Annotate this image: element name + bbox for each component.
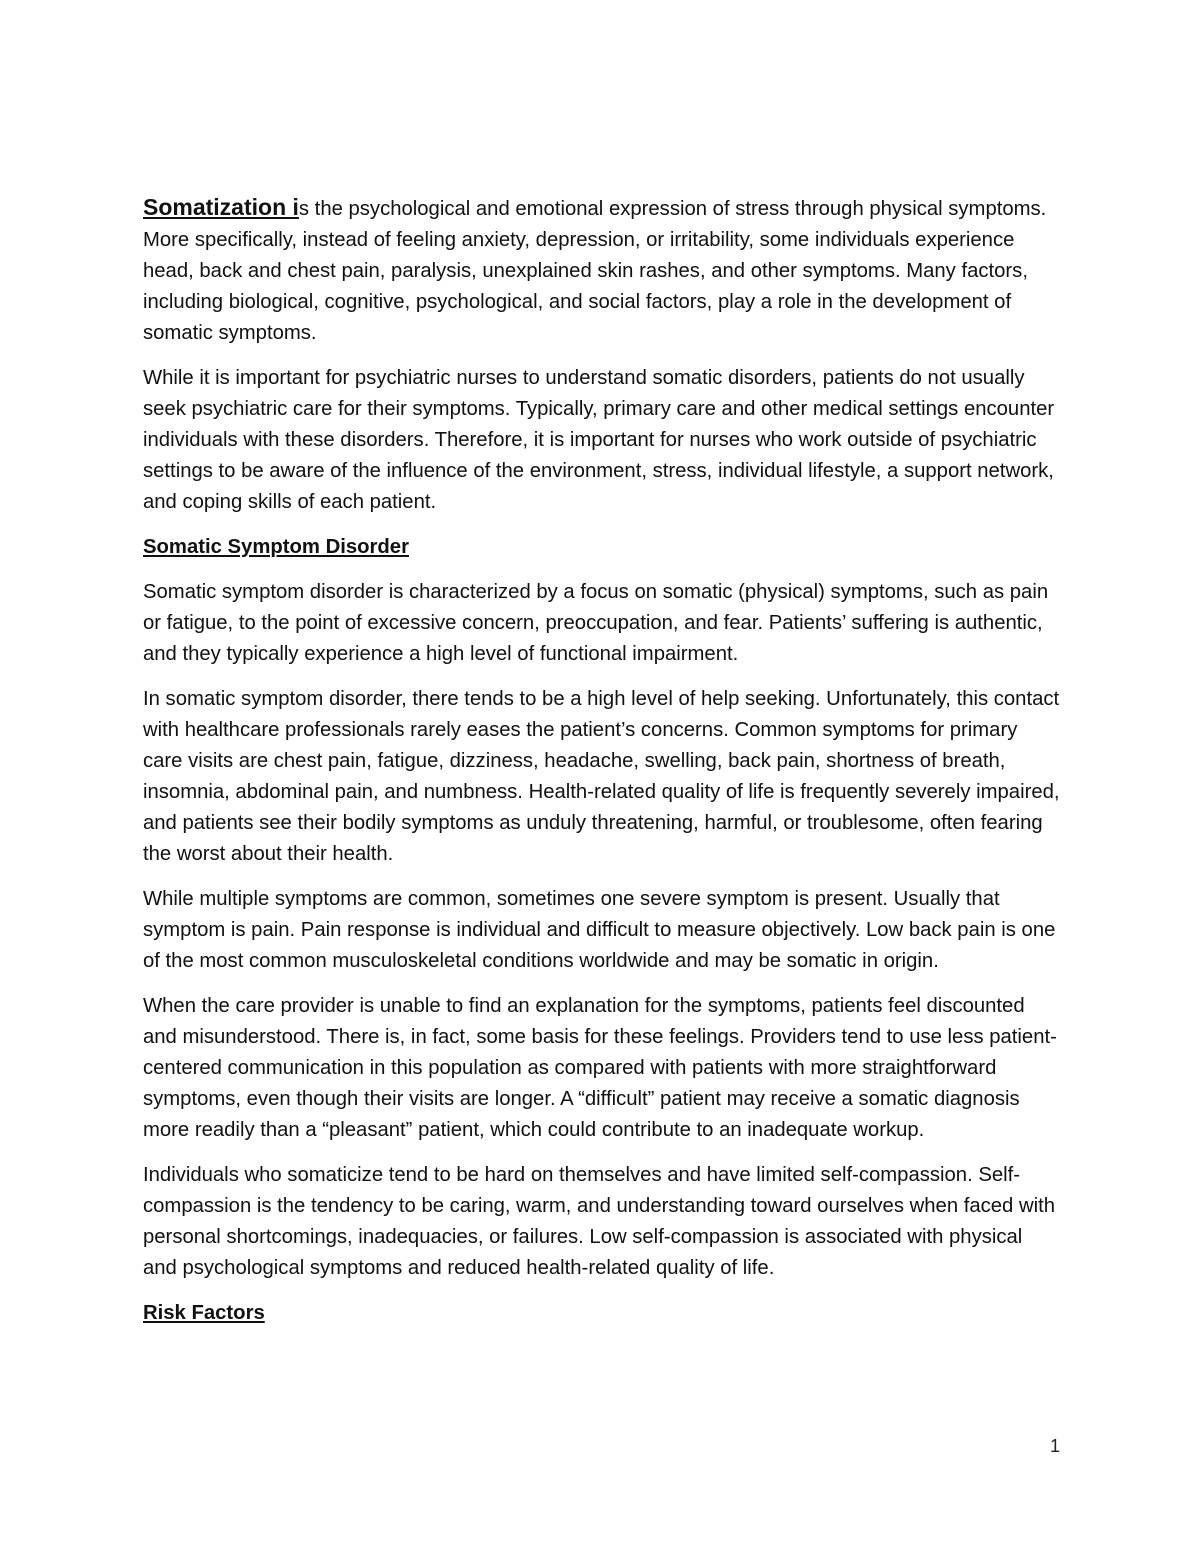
- intro-paragraph: [143, 192, 1061, 349]
- paragraph-help-seeking: In somatic symptom disorder, there tends to be a high level of help seeking. Unfortunately, this contact with healthcare professionals rarely eases the patient’s concerns. Common symptoms for primary care visits are chest pain, fatigue, dizziness, headache, swelling, back pain, shortness of breath, insomnia, abdominal pain, and numbness. Health-related quality of life is frequently severely impaired, and patients see their bodily symptoms as unduly threatening, harmful, or troublesome, often fearing the worst about their health.: [143, 688, 1060, 865]
- section-heading-somatic-symptom-disorder: Somatic Symptom Disorder: [143, 536, 409, 558]
- page-number: 1: [1049, 1436, 1060, 1456]
- section-heading-risk-factors: Risk Factors: [143, 1302, 265, 1324]
- paragraph-self-compassion: Individuals who somaticize tend to be hard on themselves and have limited self-compassion. Self-compassion is the tendency to be caring, warm, and understanding toward ourselves when faced with personal shortcomings, inadequacies, or failures. Low self-compassion is associated with physical and psychological symptoms and reduced health-related quality of life.: [143, 1164, 1056, 1279]
- paragraph-provider-communication: When the care provider is unable to find an explanation for the symptoms, patients feel discounted and misunderstood. There is, in fact, some basis for these feelings. Providers tend to use less patient-centered communication in this population as compared with patients with more straightforward symptoms, even though their visits are longer. A “difficult” patient may receive a somatic diagnosis more readily than a “pleasant” patient, which could contribute to an inadequate workup.: [143, 995, 1057, 1141]
- paragraph-pain: While multiple symptoms are common, sometimes one severe symptom is present. Usually that symptom is pain. Pain response is individual and difficult to measure objectively. Low back pain is one of the most common musculoskeletal conditions worldwide and may be somatic in origin.: [143, 888, 1056, 972]
- intro-text: s the psychological and emotional expression of stress through physical symptoms. More specifically, instead of feeling anxiety, depression, or irritability, some individuals experience head, back and chest pain, paralysis, unexplained skin rashes, and other symptoms. Many factors, including biological, cognitive, psychological, and social factors, play a role in the development of somatic symptoms.: [143, 198, 1047, 344]
- paragraph-nursing-context: While it is important for psychiatric nurses to understand somatic disorders, patients do not usually seek psychiatric care for their symptoms. Typically, primary care and other medical settings encounter individuals with these disorders. Therefore, it is important for nurses who work outside of psychiatric settings to be aware of the influence of the environment, stress, individual lifestyle, a support network, and coping skills of each patient.: [143, 367, 1055, 513]
- intro-term: Somatization i: [143, 194, 299, 220]
- document-body: [143, 192, 1061, 1343]
- paragraph-definition: Somatic symptom disorder is characterized by a focus on somatic (physical) symptoms, such as pain or fatigue, to the point of excessive concern, preoccupation, and fear. Patients’ suffering is authentic, and they typically experience a high level of functional impairment.: [143, 581, 1049, 665]
